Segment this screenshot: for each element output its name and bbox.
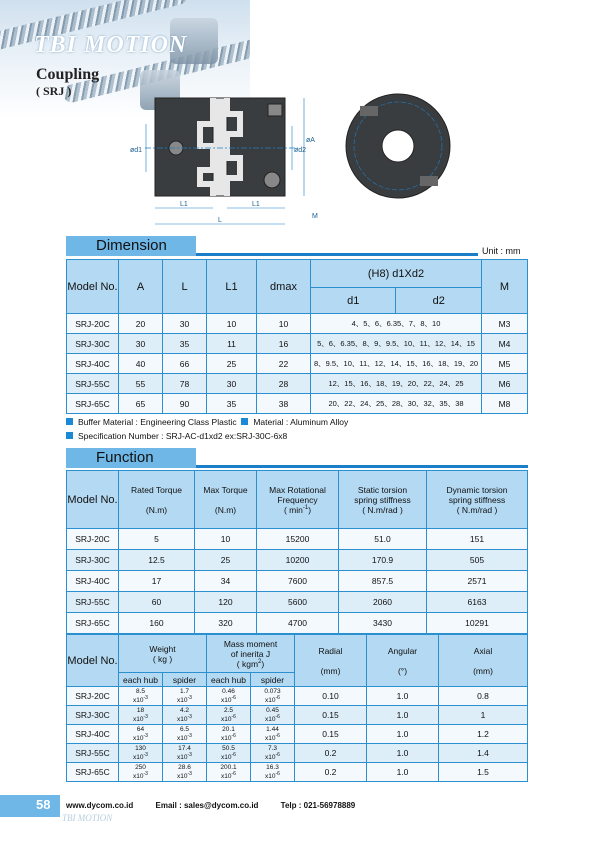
col-L1: L1 (207, 260, 257, 314)
col-A: A (119, 260, 163, 314)
table-row (67, 394, 528, 414)
label-L1-right: L1 (252, 201, 260, 208)
exponent (119, 714, 162, 723)
value: 7.3 (267, 744, 278, 752)
col-weight-spider: spider (163, 673, 207, 687)
dimension-heading: Dimension (66, 236, 196, 256)
unit-label: Unit : mm (482, 246, 521, 256)
exponent-power: -3 (143, 694, 148, 701)
exponent (251, 695, 294, 704)
table-row (67, 571, 528, 592)
dynamic-cell: 2571 (427, 571, 528, 592)
l1-cell: 30 (207, 374, 257, 394)
rated-label: Rated Torque (131, 484, 182, 495)
a-cell: 30 (119, 334, 163, 354)
exponent-base: x10 (177, 716, 188, 724)
a-cell: 65 (119, 394, 163, 414)
max-cell: 120 (195, 592, 257, 613)
angular-cell: 1.0 (367, 763, 439, 782)
radial-cell: 0.10 (295, 687, 367, 706)
table-row (67, 334, 528, 354)
l1-cell: 35 (207, 394, 257, 414)
dimension-rows (67, 314, 528, 414)
exponent-base: x10 (177, 754, 188, 762)
exponent-base: x10 (221, 735, 232, 743)
exponent-power: -3 (187, 732, 192, 739)
table-row (67, 744, 528, 763)
value: 130 (135, 744, 146, 752)
rated-cell: 60 (119, 592, 195, 613)
col-weight (119, 635, 207, 673)
exponent (163, 695, 206, 704)
col-radial (295, 635, 367, 687)
dyn-label-1: Dynamic torsion (446, 484, 508, 495)
table-row (67, 763, 528, 782)
d1d2-cell: 4、5、6、6.35、7、8、10 (311, 314, 482, 334)
exponent-base: x10 (133, 773, 144, 781)
exponent (251, 752, 294, 761)
exponent-base: x10 (265, 716, 276, 724)
weight-spider-cell (163, 763, 207, 782)
notes-line-2 (66, 431, 287, 441)
static-label-1: Static torsion (357, 484, 408, 495)
exponent-power: -6 (231, 751, 236, 758)
exponent (207, 771, 250, 780)
table-row (67, 354, 528, 374)
speed-label-2: Frequency (277, 494, 318, 505)
note-material: Material : Aluminum Alloy (253, 417, 349, 427)
exponent-base: x10 (265, 697, 276, 705)
exponent (119, 752, 162, 761)
exponent (119, 771, 162, 780)
label-d1: ød1 (130, 147, 143, 154)
value: 1.44 (266, 725, 279, 733)
model-cell: SRJ-55C (67, 374, 119, 394)
max-cell: 320 (195, 613, 257, 634)
l-cell: 30 (163, 314, 207, 334)
radial-cell: 0.2 (295, 744, 367, 763)
weight-hub-cell (119, 744, 163, 763)
value: 64 (136, 725, 145, 733)
exponent (163, 771, 206, 780)
rated-cell: 17 (119, 571, 195, 592)
angular-cell: 1.0 (367, 706, 439, 725)
exponent-power: -3 (143, 732, 148, 739)
speed-cell: 5600 (257, 592, 339, 613)
table-row (67, 725, 528, 744)
exponent-power: -3 (187, 713, 192, 720)
dynamic-cell: 151 (427, 529, 528, 550)
weight-spider-cell (163, 744, 207, 763)
dyn-unit: ( N.m/rad ) (456, 504, 498, 515)
dmax-cell: 38 (257, 394, 311, 414)
weight-unit: ( kg ) (152, 653, 173, 664)
m-cell: M5 (482, 354, 528, 374)
static-cell: 51.0 (339, 529, 427, 550)
mass-unit-text: ( kgm (236, 658, 259, 669)
axial-cell: 1 (439, 706, 528, 725)
table-row (67, 613, 528, 634)
l1-cell: 25 (207, 354, 257, 374)
mass-hub-cell (207, 725, 251, 744)
weight-hub-cell (119, 725, 163, 744)
exponent-power: -6 (275, 751, 280, 758)
mass-spider-cell (251, 687, 295, 706)
static-cell: 170.9 (339, 550, 427, 571)
max-unit: (N.m) (214, 504, 237, 515)
col-model: Model No. (67, 260, 119, 314)
exponent-base: x10 (133, 697, 144, 705)
angular-cell: 1.0 (367, 687, 439, 706)
weight-label: Weight (149, 643, 176, 654)
speed-label-1: Max Rotational (269, 484, 326, 495)
exponent (207, 695, 250, 704)
axial-cell: 1.2 (439, 725, 528, 744)
axial-cell: 0.8 (439, 687, 528, 706)
weight-hub-cell (119, 763, 163, 782)
dmax-cell: 16 (257, 334, 311, 354)
notes-line-1 (66, 417, 348, 427)
col-angular (367, 635, 439, 687)
model-cell: SRJ-55C (67, 592, 119, 613)
exponent-base: x10 (133, 716, 144, 724)
col-static (339, 471, 427, 529)
l-cell: 66 (163, 354, 207, 374)
angular-unit: (°) (397, 665, 408, 676)
static-label-2: spring stiffness (354, 494, 411, 505)
coupling-drawing (120, 84, 465, 234)
mass-spider-cell (251, 725, 295, 744)
col-d2: d2 (396, 288, 482, 314)
exponent (251, 714, 294, 723)
note-buffer: Buffer Material : Engineering Class Plastic (78, 417, 237, 427)
value: 250 (135, 763, 146, 771)
angular-cell: 1.0 (367, 725, 439, 744)
weight-spider-cell (163, 706, 207, 725)
table-row (67, 550, 528, 571)
model-cell: SRJ-20C (67, 314, 119, 334)
exponent-power: -3 (143, 770, 148, 777)
max-cell: 34 (195, 571, 257, 592)
exponent (207, 733, 250, 742)
weight-hub-cell (119, 706, 163, 725)
model-cell: SRJ-20C (67, 529, 119, 550)
note-spec: Specification Number : SRJ-AC-d1xd2 ex:SRJ-30C-6x8 (78, 431, 288, 441)
dimension-table (66, 259, 528, 414)
exponent-base: x10 (221, 773, 232, 781)
weight-spider-cell (163, 725, 207, 744)
speed-cell: 4700 (257, 613, 339, 634)
a-cell: 55 (119, 374, 163, 394)
model-cell: SRJ-30C (67, 706, 119, 725)
model-cell: SRJ-65C (67, 394, 119, 414)
l-cell: 35 (163, 334, 207, 354)
d1d2-cell: 5、6、6.35、8、9、9.5、10、11、12、14、15 (311, 334, 482, 354)
m-cell: M3 (482, 314, 528, 334)
static-unit: ( N.m/rad ) (362, 504, 403, 515)
dmax-cell: 28 (257, 374, 311, 394)
col-d1xd2: (H8) d1Xd2 (311, 260, 482, 288)
page-subtitle: ( SRJ ) (36, 84, 72, 98)
model-cell: SRJ-65C (67, 763, 119, 782)
exponent (251, 733, 294, 742)
bullet-icon (66, 418, 73, 425)
end-view-slot (360, 106, 378, 116)
model-cell: SRJ-40C (67, 725, 119, 744)
value: 0.46 (222, 687, 235, 695)
label-M: M (312, 213, 318, 220)
dynamic-cell: 505 (427, 550, 528, 571)
rated-unit: (N.m) (145, 504, 168, 515)
model-cell: SRJ-20C (67, 687, 119, 706)
max-label: Max Torque (203, 484, 248, 495)
exponent-power: -3 (143, 751, 148, 758)
speed-unit: ( $\min^{-1}$) (283, 504, 312, 515)
label-L1-left: L1 (180, 201, 188, 208)
exponent (163, 752, 206, 761)
exponent-base: x10 (177, 735, 188, 743)
label-d2: ød2 (294, 147, 307, 154)
m-cell: M8 (482, 394, 528, 414)
exponent-power: -6 (231, 713, 236, 720)
page-number: 58 (36, 797, 51, 812)
dynamic-cell: 6163 (427, 592, 528, 613)
value: 18 (136, 706, 145, 714)
col-mass (207, 635, 295, 673)
value: 28.6 (178, 763, 191, 771)
model-cell: SRJ-55C (67, 744, 119, 763)
mass-hub-cell (207, 763, 251, 782)
m-cell: M6 (482, 374, 528, 394)
rated-cell: 5 (119, 529, 195, 550)
axial-label: Axial (473, 645, 493, 656)
value: 200.1 (220, 763, 237, 771)
exponent-power: -3 (187, 751, 192, 758)
mass-unit: ( kgm$^2$) (236, 658, 265, 669)
dimension-rule (196, 253, 478, 256)
contact-info: www.dycom.co.id Email : sales@dycom.co.id Telp : 021-56978889 (66, 801, 356, 810)
label-L: L (218, 217, 222, 224)
exponent-power: -6 (275, 732, 280, 739)
max-cell: 25 (195, 550, 257, 571)
function-heading: Function (66, 448, 196, 468)
exponent-base: x10 (133, 754, 144, 762)
table-row (67, 374, 528, 394)
col-d1: d1 (311, 288, 396, 314)
max-cell: 10 (195, 529, 257, 550)
model-cell: SRJ-40C (67, 354, 119, 374)
exponent-power: -6 (275, 770, 280, 777)
exponent-power: -6 (231, 694, 236, 701)
angular-cell: 1.0 (367, 744, 439, 763)
weight-spider-cell (163, 687, 207, 706)
exponent (119, 733, 162, 742)
mass-hub-cell (207, 706, 251, 725)
exponent (251, 771, 294, 780)
model-cell: SRJ-40C (67, 571, 119, 592)
col-model: Model No. (67, 635, 119, 687)
exponent-power: -6 (275, 713, 280, 720)
value: 16.3 (266, 763, 279, 771)
speed-unit-text: ( min (283, 504, 303, 515)
footer-brand: TBI MOTION (62, 813, 113, 823)
col-mass-hub: each hub (207, 673, 251, 687)
table-row (67, 592, 528, 613)
function-rule (196, 465, 528, 468)
exponent-base: x10 (265, 754, 276, 762)
function-table (66, 470, 528, 634)
exponent-base: x10 (221, 754, 232, 762)
exponent-base: x10 (265, 735, 276, 743)
speed-cell: 15200 (257, 529, 339, 550)
radial-cell: 0.2 (295, 763, 367, 782)
speed-cell: 7600 (257, 571, 339, 592)
mass-hub-cell (207, 744, 251, 763)
mass-spider-cell (251, 763, 295, 782)
exponent-base: x10 (221, 716, 232, 724)
table-row (67, 706, 528, 725)
static-cell: 2060 (339, 592, 427, 613)
col-dynamic (427, 471, 528, 529)
col-axial (439, 635, 528, 687)
dmax-cell: 10 (257, 314, 311, 334)
weight-hub-cell (119, 687, 163, 706)
value: 1.7 (179, 687, 190, 695)
brand-logo: TBI MOTION (34, 32, 188, 58)
d1d2-cell: 20、22、24、25、28、30、32、35、38 (311, 394, 482, 414)
exponent-power: -3 (187, 694, 192, 701)
rated-cell: 12.5 (119, 550, 195, 571)
radial-cell: 0.15 (295, 706, 367, 725)
rated-cell: 160 (119, 613, 195, 634)
value: 8.5 (135, 687, 146, 695)
properties-rows (67, 687, 528, 782)
function-rows (67, 529, 528, 634)
model-cell: SRJ-30C (67, 550, 119, 571)
exponent-power: -3 (187, 770, 192, 777)
mass-label-2: of inerita J (230, 648, 271, 659)
exponent (207, 714, 250, 723)
value: 17.4 (178, 744, 191, 752)
l1-cell: 10 (207, 314, 257, 334)
col-max-torque (195, 471, 257, 529)
static-cell: 3430 (339, 613, 427, 634)
model-cell: SRJ-30C (67, 334, 119, 354)
bullet-icon (66, 432, 73, 439)
value: 20.1 (222, 725, 235, 733)
m-cell: M4 (482, 334, 528, 354)
exponent-power: -6 (231, 770, 236, 777)
table-row (67, 314, 528, 334)
exponent-base: x10 (265, 773, 276, 781)
dyn-label-2: spring stiffness (448, 494, 506, 505)
mass-spider-cell (251, 744, 295, 763)
static-cell: 857.5 (339, 571, 427, 592)
col-model: Model No. (67, 471, 119, 529)
dynamic-cell: 10291 (427, 613, 528, 634)
value: 2.5 (223, 706, 234, 714)
d1d2-cell: 8、9.5、10、11、12、14、15、16、18、19、20 (311, 354, 482, 374)
exponent-power: -3 (143, 713, 148, 720)
set-screw-right (264, 172, 280, 188)
bullet-icon (241, 418, 248, 425)
value: 50.5 (222, 744, 235, 752)
table-row (67, 687, 528, 706)
speed-cell: 10200 (257, 550, 339, 571)
col-rated-torque (119, 471, 195, 529)
l-cell: 90 (163, 394, 207, 414)
exponent-base: x10 (221, 697, 232, 705)
value: 0.45 (266, 706, 279, 714)
radial-cell: 0.15 (295, 725, 367, 744)
col-L: L (163, 260, 207, 314)
exponent-base: x10 (177, 697, 188, 705)
exponent (207, 752, 250, 761)
exponent-power: -6 (231, 732, 236, 739)
l-cell: 78 (163, 374, 207, 394)
a-cell: 20 (119, 314, 163, 334)
axial-unit: (mm) (473, 665, 493, 676)
label-A: øA (306, 137, 315, 144)
radial-unit: (mm) (320, 665, 341, 676)
col-mass-spider: spider (251, 673, 295, 687)
d1d2-cell: 12、15、16、18、19、20、22、24、25 (311, 374, 482, 394)
radial-label: Radial (318, 645, 343, 656)
end-view-slot (420, 176, 438, 186)
exponent (163, 714, 206, 723)
table-row (67, 529, 528, 550)
dmax-cell: 22 (257, 354, 311, 374)
end-view-bore (382, 130, 414, 162)
exponent-power: -6 (275, 694, 280, 701)
col-max-speed (257, 471, 339, 529)
axial-cell: 1.4 (439, 744, 528, 763)
angular-label: Angular (387, 645, 418, 656)
page-title: Coupling (36, 66, 100, 83)
axial-cell: 1.5 (439, 763, 528, 782)
exponent (119, 695, 162, 704)
exponent-base: x10 (177, 773, 188, 781)
value: 6.5 (179, 725, 190, 733)
l1-cell: 11 (207, 334, 257, 354)
model-cell: SRJ-65C (67, 613, 119, 634)
col-dmax: dmax (257, 260, 311, 314)
a-cell: 40 (119, 354, 163, 374)
value: 4.2 (179, 706, 190, 714)
exponent (163, 733, 206, 742)
footer-bar (0, 795, 60, 817)
value: 0.073 (264, 687, 281, 695)
properties-table (66, 634, 528, 782)
screw-hole (268, 104, 282, 116)
col-weight-hub: each hub (119, 673, 163, 687)
mass-hub-cell (207, 687, 251, 706)
col-M: M (482, 260, 528, 314)
exponent-base: x10 (133, 735, 144, 743)
mass-spider-cell (251, 706, 295, 725)
mass-label-1: Mass moment (223, 638, 278, 649)
